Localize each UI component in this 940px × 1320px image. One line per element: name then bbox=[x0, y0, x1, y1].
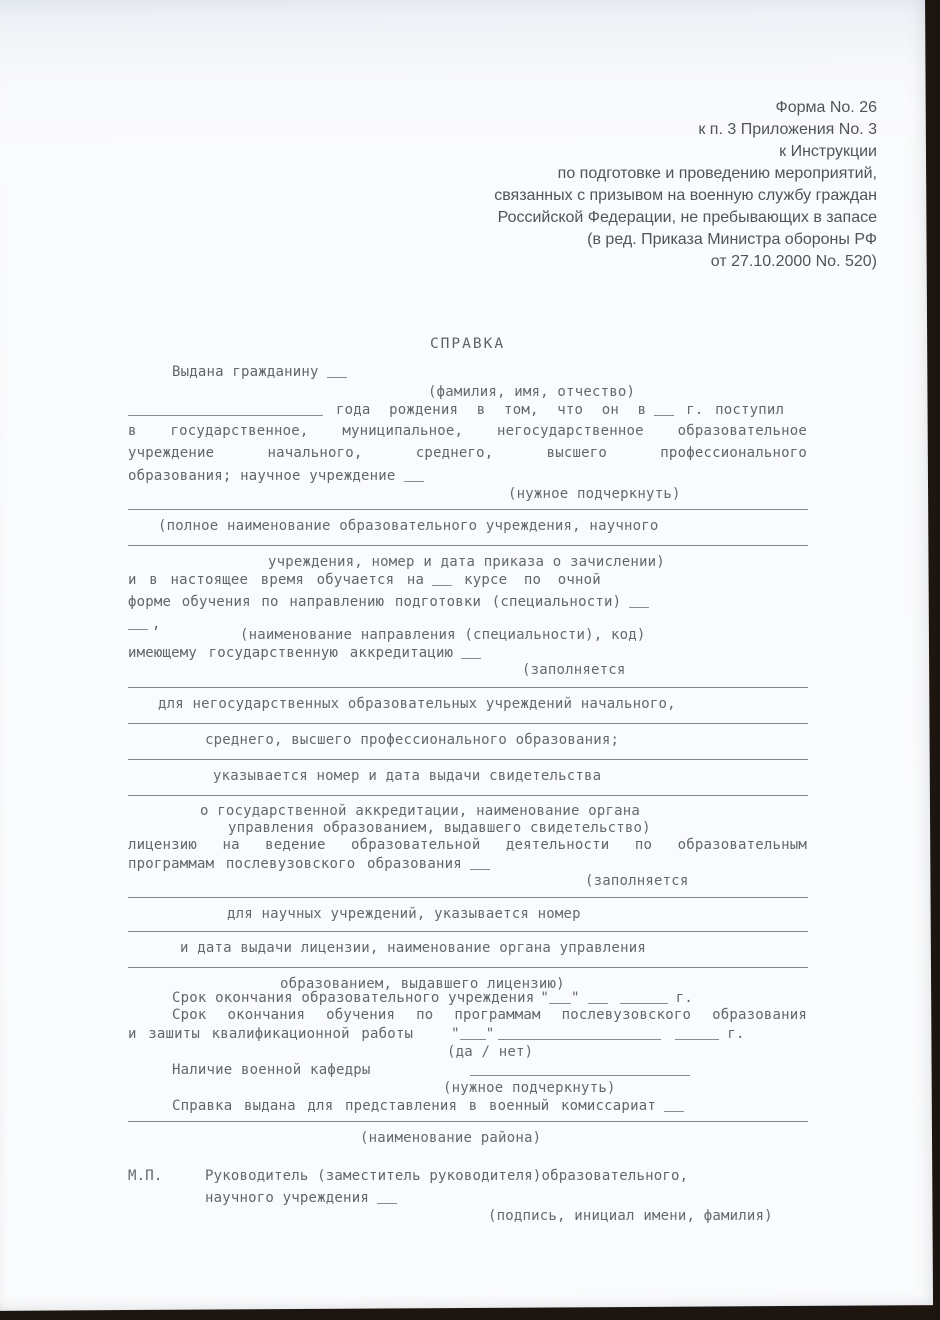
postgrad-line: Срок окончания обучения по программам послевузовского образования bbox=[172, 1007, 807, 1023]
caption-scientific: для научных учреждений, указывается номер bbox=[227, 906, 581, 922]
blank-field bbox=[377, 1203, 397, 1204]
blank-field bbox=[128, 629, 148, 630]
caption-fio: (фамилия, имя, отчество) bbox=[428, 384, 636, 400]
ruled-line bbox=[128, 795, 808, 796]
blank-field bbox=[549, 990, 571, 1004]
course-text: курсе по очной bbox=[464, 572, 601, 588]
birth-year-text: года рождения в том, что он в bbox=[336, 402, 647, 418]
institution-type-text: научного учреждения bbox=[205, 1190, 369, 1206]
blank-field bbox=[470, 869, 490, 870]
caption-signature: (подпись, инициал имени, фамилия) bbox=[488, 1208, 773, 1224]
stamp-place: М.П. bbox=[128, 1168, 163, 1184]
caption-underline-needed: (нужное подчеркнуть) bbox=[508, 486, 681, 502]
form-ref-line: Форма No. 26 bbox=[775, 99, 877, 116]
year-abbr: г. bbox=[675, 990, 693, 1006]
military-dept-line bbox=[128, 1061, 807, 1078]
blank-field bbox=[629, 607, 649, 608]
caption-filled-1: (заполняется bbox=[522, 662, 626, 678]
programs-text: программам послевузовского образования bbox=[128, 856, 462, 872]
ruled-line bbox=[128, 1121, 808, 1122]
year-abbr: г. bbox=[727, 1026, 745, 1042]
institution-level-line: учреждение начального, среднего, высшего профессионального bbox=[128, 445, 807, 461]
issued-to-line bbox=[128, 363, 807, 380]
blank-field bbox=[461, 658, 481, 659]
ruled-line bbox=[128, 967, 808, 968]
blank-field bbox=[675, 1026, 719, 1040]
ruled-line bbox=[128, 545, 808, 546]
programs-line bbox=[128, 855, 807, 872]
form-ref-line: (в ред. Приказа Министра обороны РФ bbox=[587, 231, 877, 248]
state-institution-line: в государственное, муниципальное, негосударственное образовательное bbox=[128, 423, 807, 439]
quote-mark: " bbox=[571, 990, 580, 1006]
issued-for-text: Справка выдана для представления в военный комиссариат bbox=[172, 1098, 656, 1114]
quote-mark: " bbox=[485, 1026, 495, 1042]
mode-text: форме обучения по направлению подготовки (специальности) bbox=[128, 594, 622, 610]
defense-text: и зашиты квалификационной работы bbox=[128, 1026, 414, 1042]
issued-to-label: Выдана гражданину bbox=[172, 364, 319, 380]
accreditation-text: имеющему государственную аккредитацию bbox=[128, 645, 454, 661]
license-line: лицензию на ведение образовательной деятельности по образовательным bbox=[128, 837, 807, 853]
blank-field bbox=[460, 1026, 486, 1040]
defense-date-line bbox=[128, 1025, 807, 1042]
caption-secondary: среднего, высшего профессионального образования; bbox=[205, 732, 620, 748]
blank-field bbox=[588, 1003, 608, 1004]
head-title-text: Руководитель (заместитель руководителя) bbox=[205, 1168, 542, 1184]
ruled-line bbox=[128, 897, 808, 898]
military-dept-text: Наличие военной кафедры bbox=[172, 1062, 371, 1078]
caption-underline-needed-2: (нужное подчеркнуть) bbox=[443, 1080, 616, 1096]
caption-full-name-2: учреждения, номер и дата приказа о зачислении) bbox=[268, 554, 665, 570]
blank-field bbox=[654, 415, 674, 416]
signatory-line-2 bbox=[128, 1189, 795, 1206]
caption-license-1: и дата выдачи лицензии, наименование органа управления bbox=[180, 940, 646, 956]
caption-filled-2: (заполняется bbox=[585, 873, 689, 889]
form-ref-line: к Инструкции bbox=[779, 143, 877, 160]
entered-text: г. поступил bbox=[686, 402, 785, 418]
caption-yes-no: (да / нет) bbox=[447, 1044, 534, 1060]
form-ref-line: по подготовке и проведению мероприятий, bbox=[557, 165, 877, 182]
caption-specialty: (наименование направления (специальности), код) bbox=[240, 627, 646, 643]
blank-field bbox=[664, 1111, 684, 1112]
blank-field bbox=[620, 990, 668, 1004]
education-line bbox=[128, 467, 807, 484]
comma: , bbox=[152, 616, 161, 632]
ruled-line bbox=[128, 759, 808, 760]
studies-text: и в настоящее время обучается на bbox=[128, 572, 425, 588]
caption-district: (наименование района) bbox=[360, 1130, 542, 1146]
caption-nonstate: для негосударственных образовательных учреждений начального, bbox=[158, 696, 676, 712]
accreditation-line bbox=[128, 644, 807, 661]
head-title-text-2: образовательного, bbox=[541, 1168, 689, 1184]
blank-field bbox=[498, 1026, 661, 1040]
caption-cert-number: указывается номер и дата выдачи свидетельства bbox=[213, 768, 602, 784]
ruled-line bbox=[128, 687, 808, 688]
blank-field bbox=[470, 1062, 690, 1076]
blank-field bbox=[432, 585, 452, 586]
current-course-line bbox=[128, 571, 807, 588]
form-ref-line: связанных с призывом на военную службу граждан bbox=[494, 187, 877, 204]
birth-year-line bbox=[128, 401, 807, 418]
caption-license-2: образованием, выдавшего лицензию) bbox=[280, 976, 565, 992]
form-ref-line: от 27.10.2000 No. 520) bbox=[710, 253, 877, 270]
form-ref-line: Российской Федерации, не пребывающих в запасе bbox=[497, 209, 877, 226]
form-ref-line: к п. 3 Приложения No. 3 bbox=[698, 121, 877, 138]
blank-field bbox=[327, 377, 347, 378]
ruled-line bbox=[128, 723, 808, 724]
study-mode-line bbox=[128, 593, 807, 610]
quote-mark: " bbox=[451, 1026, 460, 1042]
form-reference-block bbox=[494, 97, 877, 273]
graduation-text: Срок окончания образовательного учреждения bbox=[172, 990, 535, 1006]
caption-accreditation-2: управления образованием, выдавшего свидетельство) bbox=[228, 820, 651, 836]
education-text: образования; научное учреждение bbox=[128, 468, 396, 484]
ruled-line bbox=[128, 931, 808, 932]
caption-accreditation-1: о государственной аккредитации, наименование органа bbox=[200, 803, 641, 819]
graduation-date-line bbox=[128, 989, 807, 1006]
quote-mark: " bbox=[540, 990, 550, 1006]
document-title: СПРАВКА bbox=[429, 336, 506, 352]
signatory-line-1 bbox=[128, 1167, 790, 1184]
blank-field bbox=[128, 402, 323, 416]
blank-field bbox=[404, 481, 424, 482]
caption-full-name-1: (полное наименование образовательного учреждения, научного bbox=[158, 518, 659, 534]
issued-for-line bbox=[128, 1097, 807, 1114]
ruled-line bbox=[128, 509, 808, 510]
